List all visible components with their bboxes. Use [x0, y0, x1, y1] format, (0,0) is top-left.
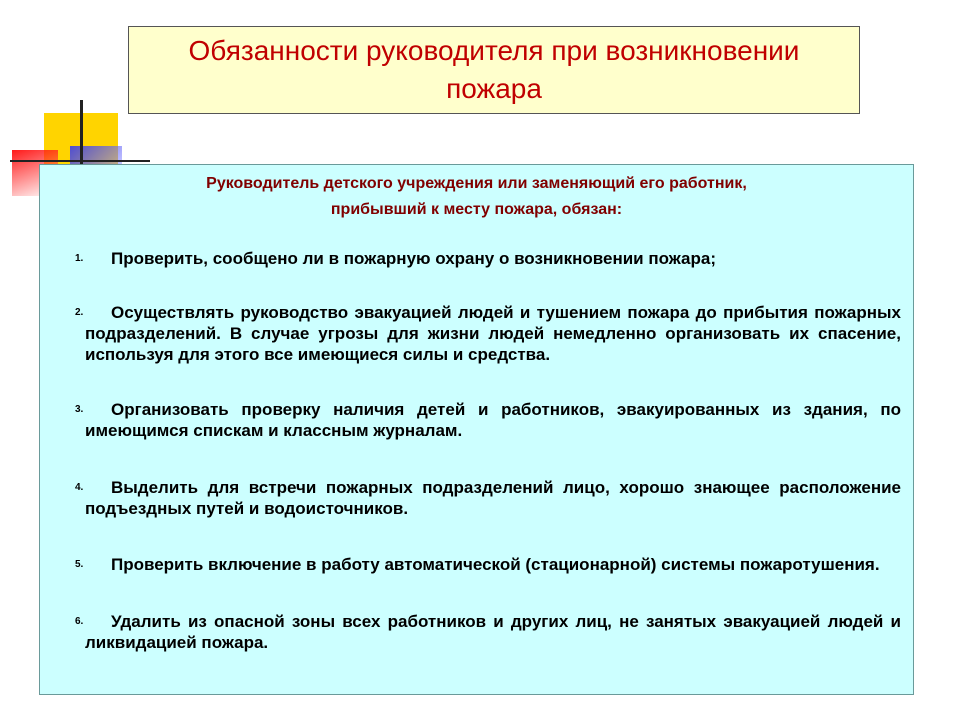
list-item-text-content: Выделить для встречи пожарных подразделений лицо, хорошо знающее расположение подъездных путей и водоисточников. [85, 478, 901, 518]
list-item [52, 248, 901, 269]
page-title: Обязанности руководителя при возникновении пожара [188, 35, 800, 104]
list-item [52, 399, 901, 441]
list-item-text-content: Проверить, сообщено ли в пожарную охрану о возникновении пожара; [111, 249, 717, 268]
list-item-text [85, 399, 901, 441]
list-item-text [85, 302, 901, 365]
list-item-number: 3. [75, 404, 84, 415]
content-box [39, 164, 914, 695]
list-item-number: 2. [75, 307, 84, 318]
title-box [128, 26, 860, 114]
list-item-number: 6. [75, 616, 84, 627]
list-item-number: 5. [75, 559, 84, 570]
list-item-text-content: Организовать проверку наличия детей и работников, эвакуированных из здания, по имеющимся спискам и классным журналам. [85, 400, 901, 440]
list-item [52, 611, 901, 653]
intro-text [52, 171, 901, 223]
intro-line-1: Руководитель детского учреждения или заменяющий его работник, [206, 175, 747, 192]
intro-line-2: прибывший к месту пожара, обязан: [330, 201, 623, 218]
list-item-text [85, 554, 901, 575]
list-item-number: 4. [75, 482, 84, 493]
list-item-number: 1. [75, 253, 84, 264]
list-item-text-content: Проверить включение в работу автоматической (стационарной) системы пожаротушения. [111, 555, 880, 574]
decorative-horizontal-line [10, 160, 150, 162]
list-item-text-content: Осуществлять руководство эвакуацией людей и тушением пожара до прибытия пожарных подразделений. В случае угрозы для жизни людей немедленно организовать их спасение, используя для этого все имеющиеся силы и средства. [85, 303, 901, 364]
list-item [52, 554, 901, 575]
list-item [52, 477, 901, 519]
list-item-text [85, 611, 901, 653]
list-item [52, 302, 901, 365]
list-item-text [85, 248, 901, 269]
list-item-text [85, 477, 901, 519]
list-item-text-content: Удалить из опасной зоны всех работников и других лиц, не занятых эвакуацией людей и ликвидацией пожара. [85, 612, 901, 652]
